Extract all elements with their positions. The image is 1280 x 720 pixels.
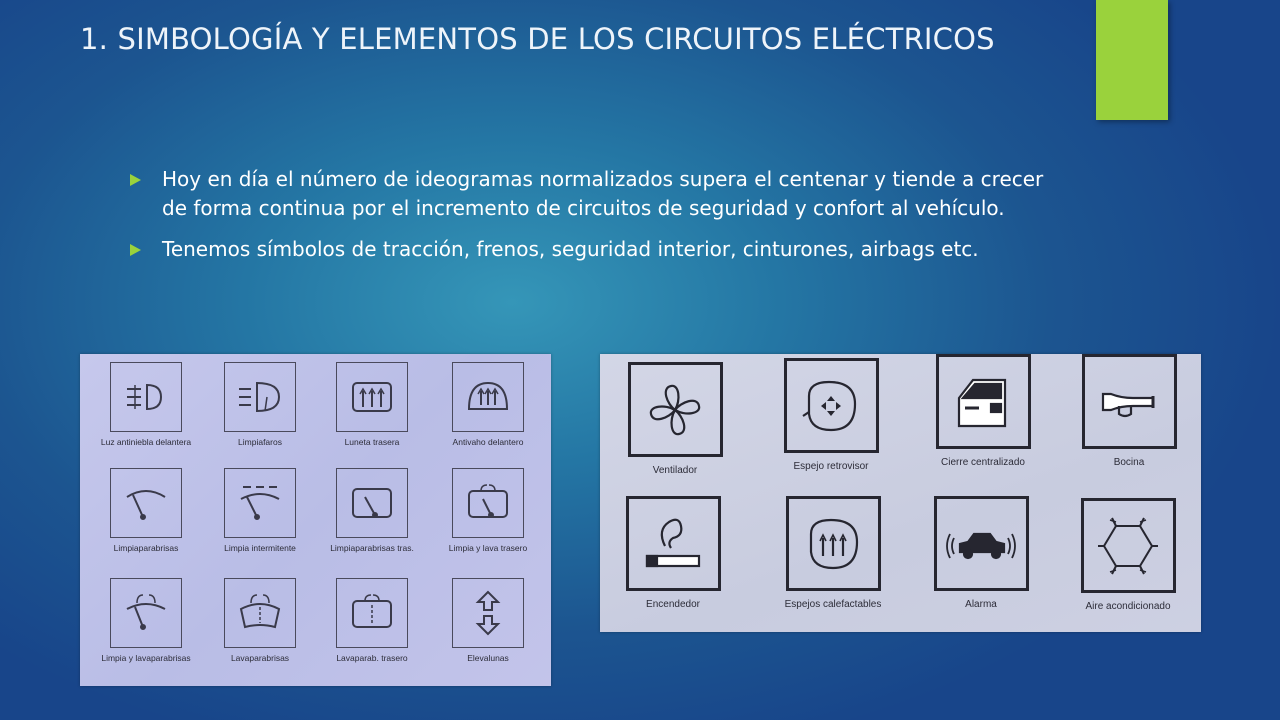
icon-label: Lavaparabrisas (230, 653, 290, 663)
accent-bar (1096, 0, 1168, 120)
icon-cell (208, 362, 312, 447)
car-alarm-icon (934, 496, 1029, 591)
heated-mirror-icon (786, 496, 881, 591)
windshield-wiper-icon (110, 468, 182, 538)
icon-cell (320, 362, 424, 447)
bullet-arrow-icon (130, 174, 141, 186)
icon-cell (918, 354, 1048, 468)
icon-cell (436, 468, 540, 553)
icon-label: Limpia y lavaparabrisas (101, 653, 191, 663)
icon-cell (436, 578, 540, 663)
icon-cell (208, 578, 312, 663)
intermittent-wiper-icon (224, 468, 296, 538)
rear-wiper-icon (336, 468, 408, 538)
icon-label: Lavaparab. trasero (336, 653, 408, 663)
icon-label: Aire acondicionado (1085, 601, 1171, 612)
icon-cell (620, 362, 730, 476)
symbols-photo-right (600, 354, 1201, 632)
icon-label: Elevalunas (467, 653, 509, 663)
symbols-photo-left (80, 354, 551, 686)
icon-cell (320, 468, 424, 553)
slide-title: 1. SIMBOLOGÍA Y ELEMENTOS DE LOS CIRCUITOS ELÉCTRICOS (80, 22, 995, 56)
icon-label: Espejos calefactables (784, 599, 882, 610)
icon-cell (436, 362, 540, 447)
icon-label: Antivaho delantero (452, 437, 524, 447)
icon-cell (768, 496, 898, 610)
icon-label: Limpia intermitente (224, 543, 296, 553)
icon-label: Limpiaparabrisas tras. (330, 543, 414, 553)
air-conditioning-icon (1081, 498, 1176, 593)
icon-cell (208, 468, 312, 553)
door-lock-icon (936, 354, 1031, 449)
icon-cell (94, 578, 198, 663)
bullet-list (130, 165, 1050, 276)
icon-label: Ventilador (652, 465, 698, 476)
windshield-washer-icon (224, 578, 296, 648)
bullet-item (130, 165, 1050, 223)
icon-cell (766, 358, 896, 472)
front-defrost-icon (452, 362, 524, 432)
bullet-text: Tenemos símbolos de tracción, frenos, seguridad interior, cinturones, airbags etc. (162, 237, 979, 261)
icon-cell (320, 578, 424, 663)
bullet-text: Hoy en día el número de ideogramas normalizados supera el centenar y tiende a crecer de forma continua por el incremento de circuitos de seguridad y confort al vehículo. (162, 167, 1044, 220)
icon-cell (1074, 354, 1184, 468)
icon-label: Bocina (1113, 457, 1145, 468)
icon-cell (916, 496, 1046, 610)
headlamp-wiper-icon (224, 362, 296, 432)
rear-defrost-icon (336, 362, 408, 432)
horn-icon (1082, 354, 1177, 449)
icon-label: Cierre centralizado (941, 457, 1025, 468)
icon-label: Encendedor (646, 599, 700, 610)
icon-label: Limpia y lava trasero (448, 543, 528, 553)
fog-light-icon (110, 362, 182, 432)
rear-wash-wipe-icon (452, 468, 524, 538)
bullet-item (130, 235, 1050, 264)
fan-icon (628, 362, 723, 457)
icon-cell (94, 362, 198, 447)
icon-label: Limpiaparabrisas (113, 543, 179, 553)
mirror-adjust-icon (784, 358, 879, 453)
icon-label: Alarma (965, 599, 997, 610)
rear-washer-icon (336, 578, 408, 648)
cigarette-lighter-icon (626, 496, 721, 591)
icon-cell (1068, 498, 1188, 612)
icon-cell (94, 468, 198, 553)
icon-cell (618, 496, 728, 610)
bullet-arrow-icon (130, 244, 141, 256)
wash-wipe-icon (110, 578, 182, 648)
icon-label: Espejo retrovisor (793, 461, 869, 472)
icon-label: Luneta trasera (344, 437, 400, 447)
icon-label: Luz antiniebla delantera (100, 437, 192, 447)
window-lift-icon (452, 578, 524, 648)
icon-label: Limpiafaros (238, 437, 282, 447)
